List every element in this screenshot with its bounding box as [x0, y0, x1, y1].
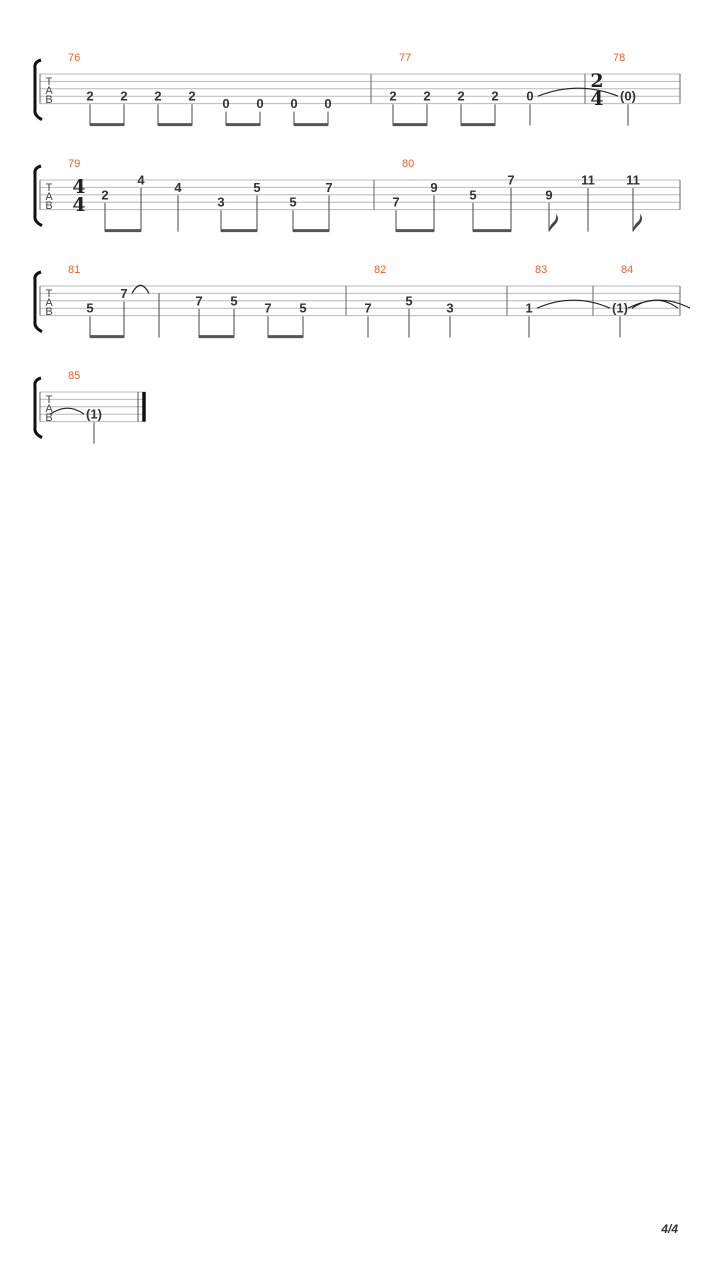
page-number: 4/4 [661, 1222, 678, 1236]
fret-number: 5 [405, 293, 413, 309]
fret-number: 0 [256, 96, 264, 112]
system-bracket [35, 166, 42, 226]
tab-system-3 [35, 264, 690, 338]
fret-number: 2 [491, 88, 499, 104]
fret-number: (0) [620, 88, 636, 104]
fret-number: 7 [325, 179, 333, 195]
measure-number: 85 [68, 370, 81, 382]
tie-arc-incoming [50, 408, 84, 414]
system-bracket [35, 272, 42, 332]
measure-number: 79 [68, 158, 81, 170]
fret-number: 7 [392, 194, 400, 210]
tie-arc [628, 300, 690, 308]
tab-clef-letter: T [45, 76, 53, 88]
time-signature-top: 2 [590, 70, 604, 92]
fret-number: 11 [626, 172, 640, 188]
measure-number: 76 [68, 52, 81, 64]
tab-clef-letter: T [45, 288, 53, 300]
fret-number: 2 [389, 88, 397, 104]
measure-number: 80 [402, 158, 415, 170]
fret-number: 0 [290, 96, 298, 112]
time-signature-top: 4 [72, 176, 86, 198]
tab-clef-letter: B [45, 306, 53, 318]
fret-number: 5 [299, 300, 307, 316]
fret-number: 1 [525, 300, 533, 316]
system-bracket [35, 60, 42, 120]
fret-number: 5 [289, 194, 297, 210]
fret-number: 2 [101, 187, 109, 203]
time-signature-bottom: 4 [72, 194, 86, 216]
tab-clef-letter: A [45, 403, 53, 415]
measure-number: 77 [399, 52, 412, 64]
fret-number: 2 [188, 88, 196, 104]
fret-number: 7 [364, 300, 372, 316]
fret-number: 0 [222, 96, 230, 112]
measure-number: 81 [68, 264, 81, 276]
tie-arc [538, 88, 618, 96]
fret-number: 9 [430, 179, 438, 195]
fret-number: 2 [423, 88, 431, 104]
measure-number: 84 [621, 264, 634, 276]
fret-number: 3 [446, 300, 454, 316]
tab-clef-letter: T [45, 394, 53, 406]
tab-clef-letter: T [45, 182, 53, 194]
tab-system-2 [35, 158, 680, 232]
tab-system-1 [35, 52, 680, 126]
measure-number: 78 [613, 52, 626, 64]
fret-number: 7 [120, 285, 128, 301]
fret-number: 2 [86, 88, 94, 104]
fret-number: 5 [469, 187, 477, 203]
measure-number: 82 [374, 264, 387, 276]
tab-clef-letter: A [45, 85, 53, 97]
measure-number: 83 [535, 264, 548, 276]
fret-number: (1) [86, 406, 102, 422]
tab-clef-letter: B [45, 412, 53, 424]
tab-clef-letter: B [45, 200, 53, 212]
fret-number: 4 [137, 172, 145, 188]
fret-number: 2 [154, 88, 162, 104]
tab-system-4 [35, 370, 145, 444]
tie-arc [537, 300, 610, 308]
tab-clef-letter: A [45, 297, 53, 309]
fret-number: 0 [526, 88, 534, 104]
fret-number: 4 [174, 179, 182, 195]
fret-number: 3 [217, 194, 225, 210]
fret-number: 5 [253, 179, 261, 195]
tab-clef-letter: B [45, 94, 53, 106]
time-signature-bottom: 4 [590, 88, 604, 110]
fret-number: 7 [264, 300, 272, 316]
note-flag [633, 214, 642, 232]
tab-clef-letter: A [45, 191, 53, 203]
fret-number: 5 [86, 300, 94, 316]
fret-number: 11 [581, 172, 595, 188]
fret-number: 2 [457, 88, 465, 104]
note-flag [549, 214, 558, 232]
system-bracket [35, 378, 42, 438]
fret-number: 7 [195, 293, 203, 309]
fret-number: 5 [230, 293, 238, 309]
fret-number: 0 [324, 96, 332, 112]
fret-number: 9 [545, 187, 553, 203]
tie-arc [132, 285, 149, 293]
fret-number: (1) [612, 300, 628, 316]
fret-number: 7 [507, 172, 515, 188]
fret-number: 2 [120, 88, 128, 104]
